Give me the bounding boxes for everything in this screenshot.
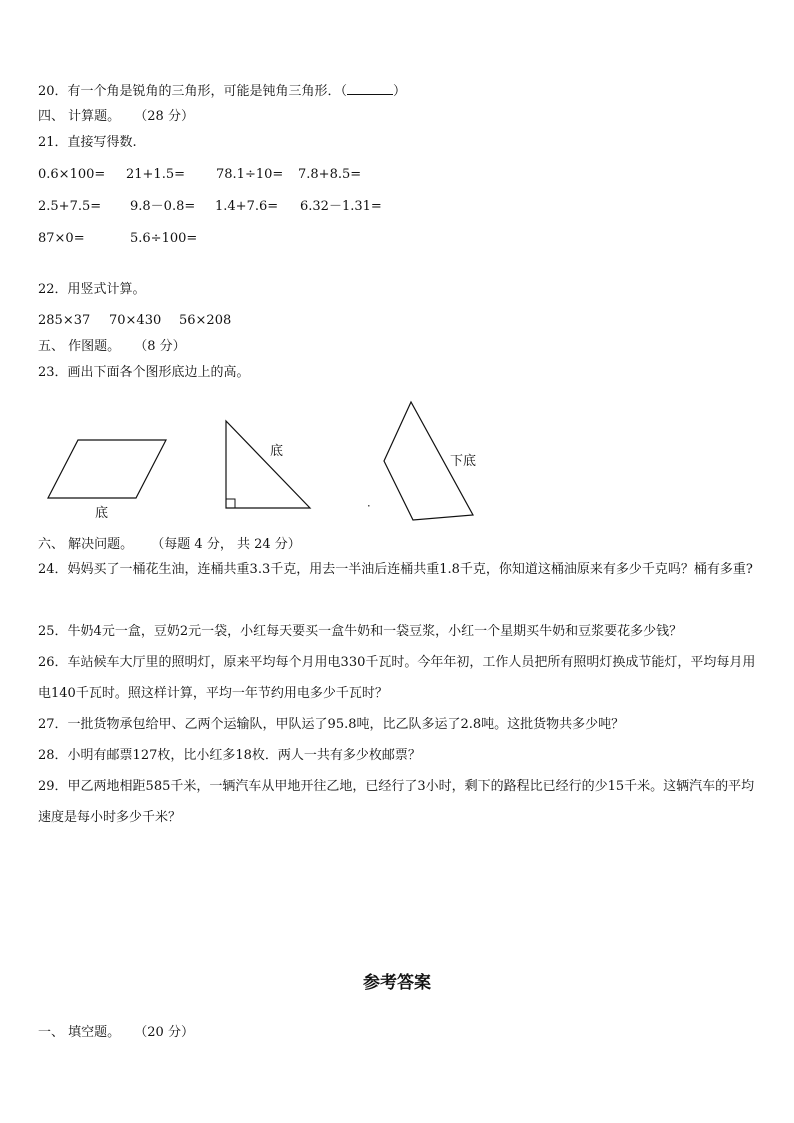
calc-item: 7.8+8.5=: [298, 167, 362, 182]
section-5-points: （8 分）: [134, 339, 186, 354]
parallelogram-base-label: 底: [95, 506, 109, 521]
question-22-prompt: 22．用竖式计算。: [38, 282, 146, 297]
parallelogram-shape: [48, 440, 166, 498]
question-20-text: 20．有一个角是锐角的三角形，可能是钝角三角形．（: [38, 84, 348, 99]
calc-item: 5.6÷100=: [130, 231, 198, 246]
section-5-label: 五、 作图题。: [38, 339, 121, 354]
calc-item: 21+1.5=: [126, 167, 186, 182]
section-6-heading: [38, 536, 301, 554]
problem-27: 27．一批货物承包给甲、乙两个运输队，甲队运了95.8吨，比乙队多运了2.8吨。这批货物共多少吨？: [38, 717, 625, 732]
section-5-heading: [38, 338, 186, 356]
calc-item: 9.8－0.8=: [130, 199, 196, 214]
trapezoid-base-label: 下底: [450, 454, 477, 469]
calc-item: 78.1÷10=: [216, 167, 284, 182]
answers-title: 参考答案: [363, 973, 431, 993]
question-20-close: ）: [393, 84, 407, 99]
right-triangle-shape: [226, 421, 310, 508]
calc-item: 87×0=: [38, 231, 85, 246]
vertical-calc-item: 56×208: [179, 313, 232, 328]
section-4-heading: [38, 108, 194, 126]
answers-section-1-points: （20 分）: [134, 1025, 194, 1040]
stray-dot: [368, 505, 370, 507]
figures-area: [0, 395, 794, 535]
answers-section-1-heading: [38, 1024, 194, 1042]
calc-item: 0.6×100=: [38, 167, 106, 182]
section-6-points: （每题 4 分， 共 24 分）: [151, 537, 301, 552]
calc-item: 2.5+7.5=: [38, 199, 102, 214]
vertical-calc-item: 285×37: [38, 313, 91, 328]
calc-item: 6.32－1.31=: [300, 199, 382, 214]
calc-item: 1.4+7.6=: [215, 199, 279, 214]
section-4-points: （28 分）: [134, 109, 194, 124]
right-angle-mark: [226, 499, 235, 508]
problem-24: 24．妈妈买了一桶花生油，连桶共重3.3千克，用去一半油后连桶共重1.8千克，你知道这桶油原来有多少千克吗？桶有多重?: [38, 562, 753, 577]
question-21-prompt: 21．直接写得数.: [38, 135, 137, 150]
triangle-base-label: 底: [270, 444, 284, 459]
answer-blank[interactable]: [347, 82, 393, 95]
question-20: [38, 82, 406, 101]
problem-29: 29．甲乙两地相距585千米，一辆汽车从甲地开往乙地，已经行了3小时，剩下的路程比已经行的少15千米。这辆汽车的平均速度是每小时多少千米？: [38, 779, 755, 825]
problem-28: 28．小明有邮票127枚，比小红多18枚．两人一共有多少枚邮票？: [38, 748, 421, 763]
problem-25: 25．牛奶4元一盒，豆奶2元一袋，小红每天要买一盒牛奶和一袋豆浆，小红一个星期买牛奶和豆浆要花多少钱？: [38, 624, 683, 639]
answers-section-1-label: 一、 填空题。: [38, 1025, 121, 1040]
vertical-calc-item: 70×430: [109, 313, 162, 328]
section-6-label: 六、 解决问题。: [38, 537, 134, 552]
question-23-prompt: 23．画出下面各个图形底边上的高。: [38, 365, 250, 380]
problem-26: 26．车站候车大厅里的照明灯，原来平均每个月用电330千瓦时。今年年初，工作人员把所有照明灯换成节能灯，平均每月用电140千瓦时。照这样计算，平均一年节约用电多少千瓦时？: [38, 655, 756, 701]
section-4-label: 四、 计算题。: [38, 109, 121, 124]
